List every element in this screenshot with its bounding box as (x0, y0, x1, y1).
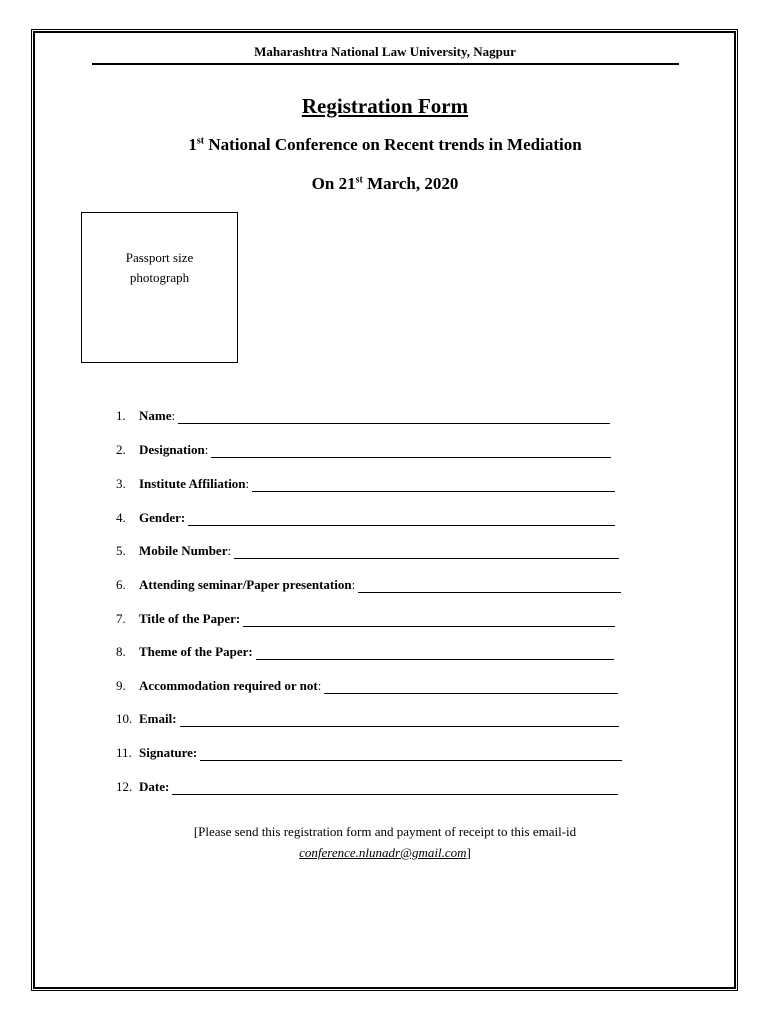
date-rest: March, 2020 (362, 174, 459, 193)
field-number: 2. (116, 442, 126, 457)
conference-ordinal: 1 (188, 135, 197, 154)
note-email-line (0, 842, 770, 863)
passport-photo-box[interactable] (81, 212, 238, 363)
field-colon: : (171, 408, 176, 423)
field-number: 10. (116, 711, 133, 726)
form-title: Registration Form (301, 94, 469, 118)
field-colon: : (317, 678, 322, 693)
conference-name: National Conference on Recent trends in Mediation (204, 135, 582, 154)
field-label: Attending seminar/Paper presentation (139, 577, 352, 592)
field-label: Email: (139, 711, 177, 726)
form-field-row (116, 406, 610, 424)
field-colon: : (227, 543, 232, 558)
contact-email-link[interactable]: conference.nlunadr@gmail.com (299, 845, 467, 860)
field-label: Gender: (139, 510, 186, 525)
field-label: Mobile Number (139, 543, 228, 558)
field-number: 12. (116, 779, 133, 794)
field-input-line[interactable] (211, 443, 611, 458)
field-input-line[interactable] (252, 477, 615, 492)
field-label: Designation (139, 442, 205, 457)
conference-date (0, 174, 770, 194)
conference-ordinal-suffix: st (196, 135, 205, 147)
form-field-row (116, 541, 619, 559)
photo-line-2: photograph (129, 270, 190, 285)
field-label: Accommodation required or not (139, 678, 318, 693)
form-field-row (116, 575, 621, 593)
form-field-row (116, 440, 611, 458)
form-field-row (116, 676, 618, 694)
field-number: 4. (116, 510, 126, 525)
field-label: Signature: (139, 745, 198, 760)
date-suffix: st (355, 174, 363, 186)
form-field-row (116, 777, 618, 795)
field-number: 8. (116, 644, 126, 659)
field-input-line[interactable] (172, 780, 618, 795)
field-input-line[interactable] (324, 679, 618, 694)
university-header: Maharashtra National Law University, Nagpur (254, 44, 516, 59)
field-label: Date: (139, 779, 170, 794)
field-input-line[interactable] (180, 712, 619, 727)
field-number: 3. (116, 476, 126, 491)
field-input-line[interactable] (243, 612, 615, 627)
field-colon: : (245, 476, 250, 491)
note-text: [Please send this registration form and payment of receipt to this email-id (193, 824, 577, 839)
field-number: 1. (116, 408, 126, 423)
field-input-line[interactable] (234, 544, 619, 559)
field-label: Title of the Paper: (139, 611, 241, 626)
photo-line-1: Passport size (125, 250, 194, 265)
field-input-line[interactable] (188, 511, 615, 526)
field-number: 7. (116, 611, 126, 626)
field-colon: : (204, 442, 209, 457)
photo-instructions (82, 248, 237, 288)
header-rule (92, 63, 679, 65)
field-label: Theme of the Paper: (139, 644, 253, 659)
form-field-row (116, 474, 615, 492)
field-colon: : (351, 577, 356, 592)
date-prefix: On 21 (311, 174, 356, 193)
form-field-row (116, 709, 619, 727)
submission-note (0, 821, 770, 863)
field-number: 11. (116, 745, 132, 760)
form-field-row (116, 609, 615, 627)
field-input-line[interactable] (200, 746, 622, 761)
field-input-line[interactable] (178, 409, 610, 424)
field-input-line[interactable] (358, 578, 621, 593)
field-label: Name (139, 408, 172, 423)
field-label: Institute Affiliation (139, 476, 246, 491)
form-field-row (116, 743, 622, 761)
form-field-row (116, 508, 615, 526)
field-number: 5. (116, 543, 126, 558)
field-number: 6. (116, 577, 126, 592)
note-close: ] (466, 845, 471, 860)
conference-title (0, 135, 770, 155)
form-field-row (116, 642, 614, 660)
field-input-line[interactable] (256, 645, 614, 660)
field-number: 9. (116, 678, 126, 693)
